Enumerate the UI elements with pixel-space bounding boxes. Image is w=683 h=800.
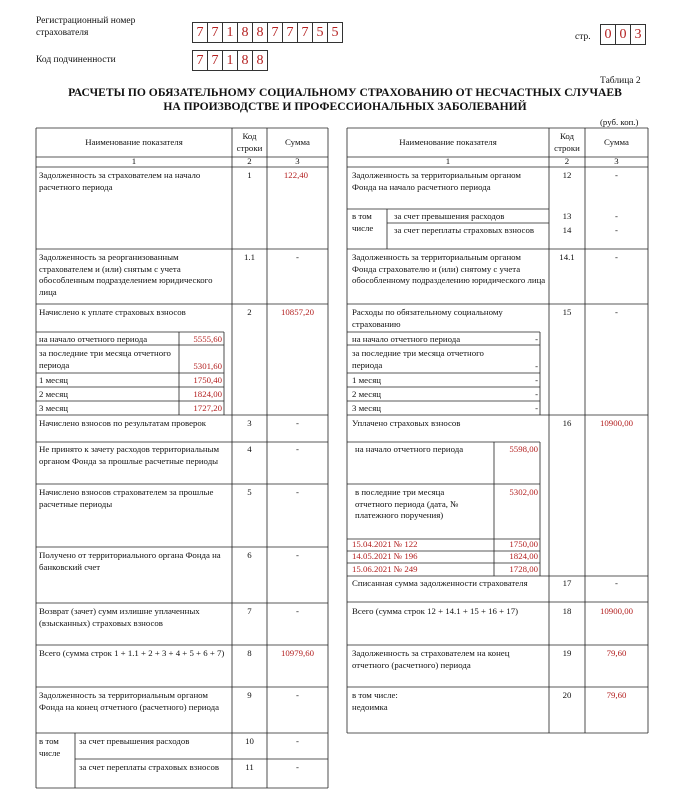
row-9-code: 9 [247,690,252,700]
row-5-label: Начислено взносов страхователем за прошлые расчетные периоды [39,487,214,509]
row-1-code: 1 [247,170,252,180]
row-13-label: за счет превышения расходов [394,211,505,221]
row-2-code: 2 [247,307,252,317]
row-10-sum: - [296,736,299,746]
row-10-code: 10 [245,736,254,746]
left-col-num-2: 2 [247,156,252,166]
page-digit: 0 [616,24,631,45]
row-2-sub-label: на начало отчетного периода [39,334,148,344]
row-2-sub-value: 1727,20 [193,403,222,413]
row-6-sum: - [296,550,299,560]
row-7-sum: - [296,606,299,616]
row-4-code: 4 [247,444,252,454]
row-1-1-sum: - [296,252,299,262]
reg-digit: 8 [253,22,268,43]
page-title-line2: НА ПРОИЗВОДСТВЕ И ПРОФЕССИОНАЛЬНЫХ ЗАБОЛЕВАНИЙ [163,100,527,113]
row-2-sub-value: 5555,60 [193,334,222,344]
page-title-line1: РАСЧЕТЫ ПО ОБЯЗАТЕЛЬНОМУ СОЦИАЛЬНОМУ СТРАХОВАНИЮ ОТ НЕСЧАСТНЫХ СЛУЧАЕВ [68,86,622,99]
row-16-sum: 10900,00 [600,418,633,428]
row-15-sub-label: за последние три месяца отчетного периода [352,348,484,370]
row-2-sub-label: 2 месяц [39,389,68,399]
right-col-name-header: Наименование показателя [399,137,497,147]
left-col-num-3: 3 [295,156,300,166]
reg-digit: 7 [208,22,223,43]
left-col-name-header: Наименование показателя [85,137,183,147]
row-2-sub-label: 3 месяц [39,403,68,413]
row-19-sum: 79,60 [606,648,627,658]
payment-value: 1824,00 [509,551,538,561]
row-19-label: Задолженность за страхователем на конец отчетного (расчетного) периода [352,648,510,670]
reg-digit: 8 [238,22,253,43]
row-15-sub-label: на начало отчетного периода [352,334,461,344]
row-15-sum: - [615,307,618,317]
left-col-sum-header: Сумма [285,137,310,147]
row-2-sub-value: 1824,00 [193,389,222,399]
row-14-label: за счет переплаты страховых взносов [394,225,535,235]
row-14-code: 14 [562,225,572,235]
row-7-label: Возврат (зачет) сумм излишне уплаченных (взысканных) страховых взносов [39,606,200,628]
reg-digit: 7 [192,22,208,43]
row-2-sub-value: 1750,40 [193,375,222,385]
row-1-1-code: 1.1 [244,252,255,262]
row-16-start-label: на начало отчетного периода [355,444,464,454]
row-17-sum: - [615,578,618,588]
row-4-sum: - [296,444,299,454]
reg-digit: 5 [313,22,328,43]
right-incl-label: в том числе [352,211,374,233]
row-5-code: 5 [247,487,252,497]
table-number: Таблица 2 [600,76,641,86]
right-col-num-2: 2 [564,156,570,166]
row-15-sub-label: 3 месяц [352,403,381,413]
reg-number-label: Регистрационный номер страхователя [36,16,136,38]
row-18-code: 18 [562,606,572,616]
row-14-1-sum: - [615,252,618,262]
subordination-label: Код подчиненности [36,55,116,65]
left-incl-label: в том числе [39,736,61,758]
row-2-sub-label: за последние три месяца отчетного периода [39,348,171,370]
sub-digit: 8 [253,50,268,71]
row-2-sum: 10857,20 [281,307,314,317]
row-1-sum: 122,40 [283,170,309,180]
sub-digit: 7 [192,50,208,71]
row-16-label: Уплачено страховых взносов [352,418,461,428]
row-1-label: Задолженность за страхователем на начало расчетного периода [39,170,201,192]
right-col-num-3: 3 [614,156,619,166]
row-6-label: Получено от территориального органа Фонда на банковский счет [39,550,221,572]
row-18-label: Всего (сумма строк 12 + 14.1 + 15 + 16 + 17) [352,606,519,616]
reg-digit: 7 [283,22,298,43]
row-2-sub-label: 1 месяц [39,375,68,385]
row-12-label: Задолженность за территориальным органом Фонда на начало расчетного периода [352,170,521,192]
row-2-label: Начислено к уплате страховых взносов [39,307,186,317]
row-14-1-label: Задолженность за территориальным органом Фонда страхователю и (или) снятому с учета обособленному подразделению юридического лица [352,252,546,285]
row-20-sum: 79,60 [606,690,627,700]
reg-digit: 7 [268,22,283,43]
sub-digit: 1 [223,50,238,71]
row-15-sub-value: - [535,389,538,399]
row-16-last3-value: 5302,00 [509,487,538,497]
row-12-code: 12 [562,170,572,180]
row-16-code: 16 [562,418,572,428]
row-12-sum: - [615,170,618,180]
row-9-sum: - [296,690,299,700]
page-digit: 3 [631,24,646,45]
row-11-sum: - [296,762,299,772]
row-16-start-value: 5598,00 [509,444,538,454]
row-17-code: 17 [562,578,572,588]
row-3-code: 3 [247,418,252,428]
row-3-sum: - [296,418,299,428]
row-6-code: 6 [247,550,252,560]
row-9-label: Задолженность за территориальным органом Фонда на конец отчетного (расчетного) периода [39,690,219,712]
row-8-label: Всего (сумма строк 1 + 1.1 + 2 + 3 + 4 + 5 + 6 + 7) [39,648,225,658]
page-label: стр. [575,32,591,42]
row-8-sum: 10979,60 [281,648,314,658]
row-11-label: за счет переплаты страховых взносов [79,762,220,772]
row-13-code: 13 [562,211,572,221]
row-20-code: 20 [562,690,572,700]
row-16-last3-label: в последние три месяца отчетного периода (дата, № платежного поручения) [355,487,459,520]
row-13-sum: - [615,211,618,221]
row-15-sub-label: 2 месяц [352,389,381,399]
page-digit: 0 [600,24,616,45]
row-1-1-label: Задолженность за реорганизованным страхователем и (или) снятым с учета обособленным подразделением юридического лица [39,252,213,297]
reg-digit: 1 [223,22,238,43]
payment-label: 15.04.2021 № 122 [352,539,418,549]
row-15-label: Расходы по обязательному социальному страхованию [352,307,503,329]
row-14-1-code: 14.1 [559,252,575,262]
reg-digit: 7 [298,22,313,43]
row-4-label: Не принято к зачету расходов территориальным органом Фонда за прошлые расчетные периоды [39,444,220,466]
row-10-label: за счет превышения расходов [79,736,190,746]
payment-label: 14.05.2021 № 196 [352,551,418,561]
row-7-code: 7 [247,606,252,616]
unit-note: (руб. коп.) [600,117,639,127]
sub-digit: 8 [238,50,253,71]
row-15-sub-value: - [535,334,538,344]
row-11-code: 11 [245,762,254,772]
row-17-label: Списанная сумма задолженности страхователя [352,578,528,588]
row-15-sub-value: - [535,361,538,371]
row-2-sub-value: 5301,60 [193,361,222,371]
row-15-sub-value: - [535,375,538,385]
row-20-label: в том числе: недоимка [352,690,398,712]
row-15-sub-value: - [535,403,538,413]
row-8-code: 8 [247,648,252,658]
right-col-num-1: 1 [445,156,451,166]
left-col-num-1: 1 [131,156,137,166]
sub-digit: 7 [208,50,223,71]
right-col-code-header: Код строки [554,131,580,153]
row-14-sum: - [615,225,618,235]
row-15-sub-label: 1 месяц [352,375,381,385]
left-col-code-header: Код строки [236,131,263,153]
payment-value: 1728,00 [509,564,538,574]
row-5-sum: - [296,487,299,497]
right-col-sum-header: Сумма [604,137,629,147]
row-15-code: 15 [562,307,572,317]
payment-value: 1750,00 [509,539,538,549]
payment-label: 15.06.2021 № 249 [352,564,418,574]
row-19-code: 19 [562,648,572,658]
row-3-label: Начислено взносов по результатам проверок [39,418,207,428]
row-18-sum: 10900,00 [600,606,633,616]
reg-digit: 5 [328,22,343,43]
